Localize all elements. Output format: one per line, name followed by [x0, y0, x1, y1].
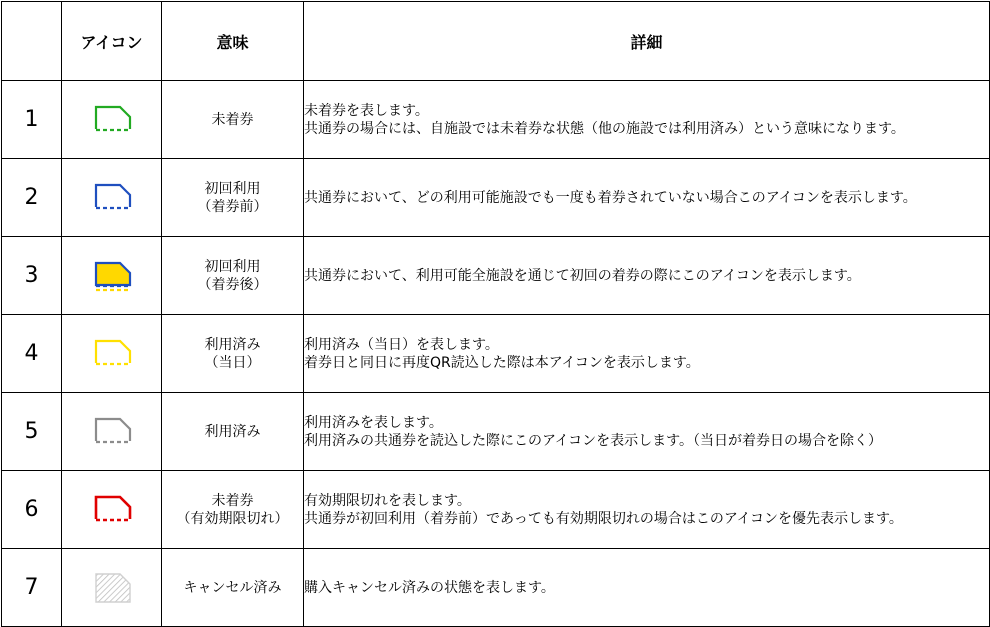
ticket-gray-outline-icon: [90, 415, 134, 449]
meaning-line: 未着券: [211, 111, 254, 128]
ticket-green-outline-icon: [90, 103, 134, 137]
ticket-gray-hatched-icon: [90, 570, 134, 606]
header-detail: 詳細: [304, 2, 990, 81]
detail-line: 利用済み（当日）を表します。: [304, 336, 499, 353]
meaning-line: 利用済み: [204, 423, 261, 440]
header-icon: アイコン: [62, 2, 162, 81]
table-row: [2, 549, 990, 627]
meaning-line: 利用済み: [204, 336, 261, 353]
ticket-red-outline-icon: [90, 493, 134, 527]
row-number: 1: [2, 81, 62, 159]
meaning-line: （着券前）: [197, 198, 268, 215]
ticket-yellow-outline-icon: [90, 337, 134, 371]
table-row: [2, 471, 990, 549]
table-row: [2, 237, 990, 315]
meaning-line: 初回利用: [204, 180, 261, 197]
row-number: 3: [2, 237, 62, 315]
header-num: [2, 2, 62, 81]
icon-legend-table: [1, 1, 990, 627]
meaning-line: （当日）: [204, 354, 261, 371]
detail-line: 利用済みの共通券を読込した際にこのアイコンを表示します。（当日が着券日の場合を除く）: [304, 432, 883, 449]
detail-line: 共通券が初回利用（着券前）であっても有効期限切れの場合はこのアイコンを優先表示します。: [304, 510, 903, 527]
row-number: 5: [2, 393, 62, 471]
table-row: [2, 159, 990, 237]
meaning-line: 初回利用: [204, 258, 261, 275]
header-row: [2, 2, 990, 81]
header-meaning: 意味: [162, 2, 304, 81]
meaning-line: （有効期限切れ）: [176, 510, 289, 527]
row-number: 6: [2, 471, 62, 549]
meaning-line: キャンセル済み: [183, 579, 282, 596]
ticket-blue-yellow-filled-icon: [90, 259, 134, 293]
row-number: 2: [2, 159, 62, 237]
meaning-line: （着券後）: [197, 276, 268, 293]
row-number: 4: [2, 315, 62, 393]
table-row: [2, 315, 990, 393]
table-row: [2, 81, 990, 159]
detail-line: 共通券の場合には、自施設では未着券な状態（他の施設では利用済み）という意味になります。: [304, 120, 905, 137]
detail-line: 共通券において、利用可能全施設を通じて初回の着券の際にこのアイコンを表示します。: [304, 267, 861, 284]
detail-line: 購入キャンセル済みの状態を表します。: [304, 579, 555, 596]
ticket-blue-outline-icon: [90, 181, 134, 215]
meaning-line: 未着券: [211, 492, 254, 509]
row-number: 7: [2, 549, 62, 627]
detail-line: 未着券を表します。: [304, 102, 429, 119]
detail-line: 着券日と同日に再度QR読込した際は本アイコンを表示します。: [304, 354, 700, 371]
detail-line: 利用済みを表します。: [304, 414, 443, 431]
detail-line: 有効期限切れを表します。: [304, 492, 471, 509]
detail-line: 共通券において、どの利用可能施設でも一度も着券されていない場合このアイコンを表示します。: [304, 189, 917, 206]
table-row: [2, 393, 990, 471]
